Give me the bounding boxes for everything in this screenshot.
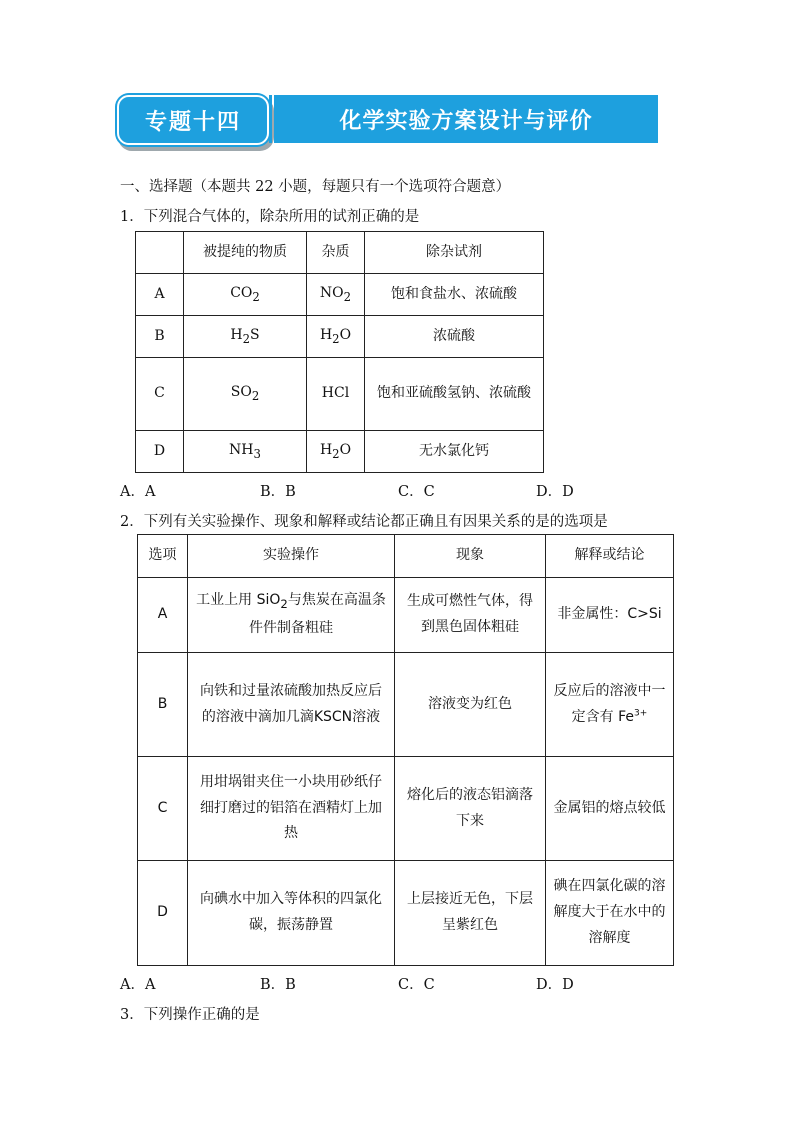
substance-cell: $H_2S$ xyxy=(184,316,307,358)
substance-cell: $SO_2$ xyxy=(184,358,307,431)
choice-d[interactable]: D．D xyxy=(536,484,574,500)
option-cell: B xyxy=(138,653,188,757)
choice-a[interactable]: A．A xyxy=(120,977,156,993)
table-row xyxy=(136,431,544,473)
table-row xyxy=(138,757,674,861)
option-cell: C xyxy=(138,757,188,861)
option-cell: A xyxy=(138,578,188,653)
choice-b[interactable]: B．B xyxy=(260,977,296,993)
table-row xyxy=(138,578,674,653)
impurity-cell: $H_2O$ xyxy=(307,316,365,358)
phenomenon-cell: 溶液变为红色 xyxy=(395,653,546,757)
question-1-stem: 1．下列混合气体的，除杂所用的试剂正确的是 xyxy=(120,209,420,225)
header-cell: 杂质 xyxy=(307,232,365,274)
conclusion-cell: 金属铝的熔点较低 xyxy=(546,757,674,861)
table-row xyxy=(138,861,674,966)
impurity-cell: HCl xyxy=(307,358,365,431)
header-cell: 实验操作 xyxy=(188,535,395,578)
header-cell: 解释或结论 xyxy=(546,535,674,578)
choice-a[interactable]: A．A xyxy=(120,484,156,500)
table-header-row xyxy=(138,535,674,578)
question-2-stem: 2．下列有关实验操作、现象和解释或结论都正确且有因果关系的是的选项是 xyxy=(120,514,608,530)
option-cell: D xyxy=(136,431,184,473)
operation-cell: 工业上用 SiO$_2$与焦炭在高温条件件制备粗硅 xyxy=(188,578,395,653)
banner-edge xyxy=(269,95,272,143)
phenomenon-cell: 熔化后的液态铝滴落下来 xyxy=(395,757,546,861)
page-title: 化学实验方案设计与评价 xyxy=(274,95,658,143)
conclusion-cell: 非金属性：C>Si xyxy=(546,578,674,653)
operation-cell: 用坩埚钳夹住一小块用砂纸仔细打磨过的铝箔在酒精灯上加热 xyxy=(188,757,395,861)
header-cell: 被提纯的物质 xyxy=(184,232,307,274)
topic-tag: 专题十四 xyxy=(117,95,269,145)
choice-c[interactable]: C．C xyxy=(398,977,435,993)
table-row xyxy=(138,653,674,757)
conclusion-cell: 碘在四氯化碳的溶解度大于在水中的溶解度 xyxy=(546,861,674,966)
question-3-stem: 3．下列操作正确的是 xyxy=(120,1007,260,1023)
operation-cell: 向铁和过量浓硫酸加热反应后的溶液中滴加几滴KSCN溶液 xyxy=(188,653,395,757)
question-2-table xyxy=(137,534,674,966)
operation-cell: 向碘水中加入等体积的四氯化碳，振荡静置 xyxy=(188,861,395,966)
impurity-cell: $NO_2$ xyxy=(307,274,365,316)
option-cell: C xyxy=(136,358,184,431)
substance-cell: $NH_3$ xyxy=(184,431,307,473)
table-header-row xyxy=(136,232,544,274)
choice-c[interactable]: C．C xyxy=(398,484,435,500)
phenomenon-cell: 上层接近无色，下层呈紫红色 xyxy=(395,861,546,966)
section-heading: 一、选择题（本题共 22 小题，每题只有一个选项符合题意） xyxy=(120,179,511,195)
choice-b[interactable]: B．B xyxy=(260,484,296,500)
reagent-cell: 饱和亚硫酸氢钠、浓硫酸 xyxy=(365,358,544,431)
option-cell: A xyxy=(136,274,184,316)
header-cell: 选项 xyxy=(138,535,188,578)
reagent-cell: 浓硫酸 xyxy=(365,316,544,358)
reagent-cell: 无水氯化钙 xyxy=(365,431,544,473)
reagent-cell: 饱和食盐水、浓硫酸 xyxy=(365,274,544,316)
option-cell: B xyxy=(136,316,184,358)
table-row xyxy=(136,274,544,316)
header-cell: 现象 xyxy=(395,535,546,578)
conclusion-cell: 反应后的溶液中一定含有 $Fe^{3+}$ xyxy=(546,653,674,757)
header-cell xyxy=(136,232,184,274)
table-row xyxy=(136,358,544,431)
header-cell: 除杂试剂 xyxy=(365,232,544,274)
impurity-cell: $H_2O$ xyxy=(307,431,365,473)
question-1-table xyxy=(135,231,544,473)
substance-cell: $CO_2$ xyxy=(184,274,307,316)
option-cell: D xyxy=(138,861,188,966)
table-row xyxy=(136,316,544,358)
phenomenon-cell: 生成可燃性气体，得到黑色固体粗硅 xyxy=(395,578,546,653)
choice-d[interactable]: D．D xyxy=(536,977,574,993)
